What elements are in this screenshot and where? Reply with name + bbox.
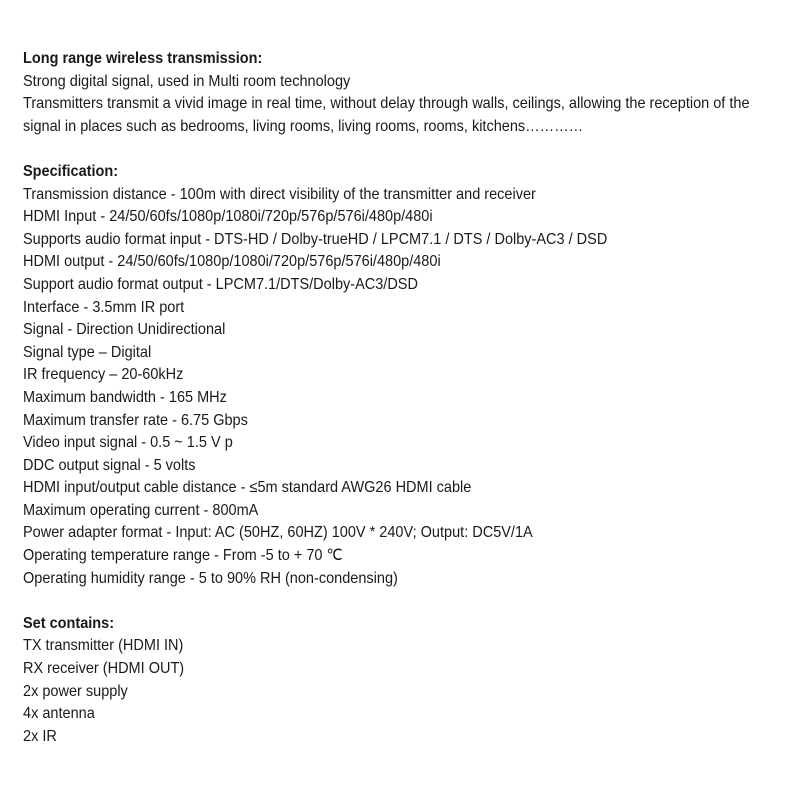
- set-item: 2x power supply: [23, 682, 128, 700]
- wireless-heading: Long range wireless transmission:: [23, 50, 263, 67]
- spec-item: Maximum operating current - 800mA: [23, 501, 259, 519]
- product-description-document: [23, 48, 750, 748]
- spec-item: Support audio format output - LPCM7.1/DTS/Dolby-AC3/DSD: [23, 275, 418, 293]
- wireless-section: [23, 48, 750, 138]
- spec-item: Operating humidity range - 5 to 90% RH (non-condensing): [23, 569, 398, 587]
- spec-item: Transmission distance - 100m with direct visibility of the transmitter and receiver: [23, 185, 536, 203]
- spec-item: HDMI output - 24/50/60fs/1080p/1080i/720p/576p/576i/480p/480i: [23, 253, 441, 271]
- spec-item: Signal - Direction Unidirectional: [23, 321, 226, 339]
- spec-item: Maximum bandwidth - 165 MHz: [23, 388, 227, 406]
- set-item: 2x IR: [23, 727, 57, 745]
- spec-item: Maximum transfer rate - 6.75 Gbps: [23, 411, 248, 429]
- set-item: 4x antenna: [23, 705, 95, 723]
- spec-item: Video input signal - 0.5 ~ 1.5 V p: [23, 434, 233, 452]
- section-spacer: [23, 590, 730, 613]
- spec-item: Interface - 3.5mm IR port: [23, 298, 185, 316]
- wireless-line-2: Transmitters transmit a vivid image in real time, without delay through walls, ceilings, allowing the reception of the signal in places such as bedrooms, living rooms, living rooms, rooms, kitchens…………: [23, 95, 750, 135]
- spec-item: Supports audio format input - DTS-HD / Dolby-trueHD / LPCM7.1 / DTS / Dolby-AC3 / DSD: [23, 230, 608, 248]
- set-item: TX transmitter (HDMI IN): [23, 637, 184, 655]
- wireless-line-1: Strong digital signal, used in Multi room technology: [23, 72, 351, 90]
- set-item: RX receiver (HDMI OUT): [23, 660, 185, 678]
- specification-list: [23, 184, 730, 591]
- spec-item: Signal type – Digital: [23, 343, 152, 361]
- spec-item: HDMI input/output cable distance - ≤5m standard AWG26 HDMI cable: [23, 479, 472, 497]
- spec-item: Power adapter format - Input: AC (50HZ, 60HZ) 100V * 240V; Output: DC5V/1A: [23, 524, 533, 542]
- specification-heading: Specification:: [23, 162, 119, 180]
- spec-item: HDMI Input - 24/50/60fs/1080p/1080i/720p/576p/576i/480p/480i: [23, 208, 433, 226]
- set-contents-heading: Set contains:: [23, 614, 115, 632]
- spec-item: DDC output signal - 5 volts: [23, 456, 196, 474]
- section-spacer: [23, 138, 730, 161]
- set-contents-list: [23, 635, 730, 748]
- set-contents-section: [23, 613, 730, 749]
- spec-item: IR frequency – 20-60kHz: [23, 366, 184, 384]
- specification-section: [23, 161, 730, 590]
- spec-item: Operating temperature range - From -5 to + 70 ℃: [23, 547, 343, 565]
